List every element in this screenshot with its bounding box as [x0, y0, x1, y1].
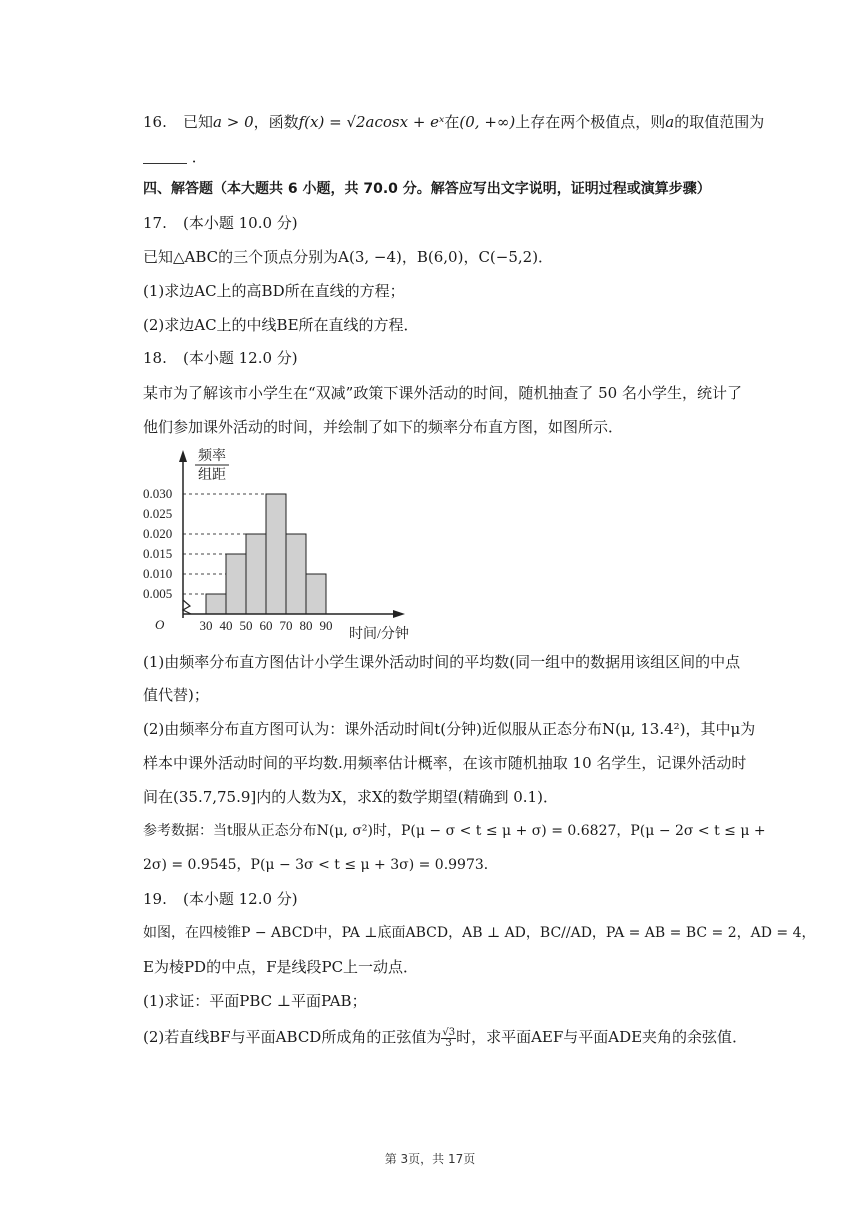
q18-part2-line1: (2)由频率分布直方图可认为：课外活动时间t(分钟)近似服从正态分布N(μ, 13.4²)，其中μ为: [143, 720, 756, 738]
q18-reference-line1: 参考数据：当t服从正态分布N(μ, σ²)时，P(μ − σ < t ≤ μ + σ) = 0.6827，P(μ − 2σ < t ≤ μ +: [143, 823, 766, 839]
y-tick-label: 0.005: [143, 586, 173, 601]
histogram-bar: [206, 594, 226, 614]
histogram-bar: [246, 534, 266, 614]
q18-line2: 他们参加课外活动的时间，并绘制了如下的频率分布直方图，如图所示．: [143, 418, 624, 436]
y-axis-arrow: [179, 450, 187, 462]
q17-line2: (1)求边AC上的高BD所在直线的方程；: [143, 282, 405, 300]
q18-part1-line1: (1)由频率分布直方图估计小学生课外活动时间的平均数(同一组中的数据用该组区间的中点: [143, 653, 741, 671]
text: 时，求平面AEF与平面ADE夹角的余弦值．: [456, 1028, 748, 1046]
q17-line3: (2)求边AC上的中线BE所在直线的方程．: [143, 316, 419, 334]
x-tick-labels: [200, 618, 333, 633]
q19-line3: (1)求证：平面PBC ⊥平面PAB；: [143, 992, 367, 1010]
q18-part1-line2: 值代替)；: [143, 686, 209, 704]
histogram-bar: [306, 574, 326, 614]
x-tick-label: 50: [239, 618, 253, 633]
q18-part2-line3: 间在(35.7,75.9]内的人数为X，求X的数学期望(精确到 0.1)．: [143, 788, 558, 806]
q17-line1: 已知△ABC的三个顶点分别为A(3, −4)，B(6,0)，C(−5,2)．: [143, 248, 554, 266]
q19-line1: 如图，在四棱锥P − ABCD中，PA ⊥底面ABCD，AB ⊥ AD，BC//AD，PA = AB = BC = 2，AD = 4，: [143, 925, 816, 941]
question-16-line1: [143, 111, 764, 133]
q19-line4: [143, 1026, 747, 1049]
q18-line1: 某市为了解该市小学生在“双减”政策下课外活动的时间，随机抽查了 50 名小学生，统计了: [143, 384, 742, 402]
histogram-bar: [226, 554, 246, 614]
y-tick-label: 0.010: [143, 566, 173, 581]
x-axis-arrow: [393, 610, 405, 618]
origin-label: O: [155, 617, 165, 632]
histogram-bar: [266, 494, 286, 614]
question-16-line2: [143, 146, 207, 168]
y-tick-labels: [143, 486, 172, 601]
question-number: 18.: [143, 349, 167, 367]
y-tick-label: 0.030: [143, 486, 173, 501]
points: (本小题 12.0 分): [183, 349, 298, 367]
x-tick-label: 80: [299, 618, 313, 633]
section-header: 四、解答题（本大题共 6 小题，共 70.0 分。解答应写出文字说明，证明过程或演算步骤）: [143, 181, 711, 197]
text: ，函数: [253, 113, 299, 131]
question-number: 19.: [143, 890, 167, 908]
q19-line2: E为棱PD的中点，F是线段PC上一动点．: [143, 958, 419, 976]
math: a: [665, 113, 675, 131]
text: (2)若直线BF与平面ABCD所成角的正弦值为: [143, 1028, 442, 1046]
x-tick-label: 70: [279, 618, 293, 633]
x-tick-label: 40: [219, 618, 233, 633]
x-tick-label: 60: [259, 618, 273, 633]
y-tick-label: 0.015: [143, 546, 173, 561]
text: 的取值范围为: [674, 113, 765, 131]
text: 在: [444, 113, 460, 131]
points: (本小题 12.0 分): [183, 890, 298, 908]
x-tick-label: 30: [199, 618, 213, 633]
math: f(x) = √2acosx + eˣ: [298, 113, 445, 131]
math: a > 0: [213, 113, 254, 131]
question-17-header: [143, 212, 298, 234]
x-tick-label: 90: [319, 618, 333, 633]
histogram-bars: [206, 494, 326, 614]
question-number: 17.: [143, 214, 167, 232]
fraction: [441, 1028, 456, 1049]
math: (0, +∞): [459, 113, 516, 131]
question-18-header: [143, 347, 298, 369]
frequency-histogram: [143, 448, 413, 648]
text: ．: [191, 148, 207, 166]
histogram-bar: [286, 534, 306, 614]
y-tick-label: 0.025: [143, 506, 173, 521]
page-footer: 第 3页，共 17页: [384, 1152, 476, 1166]
question-19-header: [143, 888, 298, 910]
fraction-numerator: √3: [442, 1026, 456, 1038]
x-axis-label: 时间/分钟: [349, 627, 409, 642]
answer-blank: [143, 149, 187, 164]
q18-reference-line2: 2σ) = 0.9545，P(μ − 3σ < t ≤ μ + 3σ) = 0.9973．: [143, 857, 498, 873]
points: (本小题 10.0 分): [183, 214, 298, 232]
text: 上存在两个极值点，则: [515, 113, 666, 131]
axis-break: [183, 600, 191, 614]
text: 已知: [183, 113, 214, 131]
y-label-bottom: 组距: [198, 468, 226, 483]
y-label-top: 频率: [198, 449, 226, 464]
y-tick-label: 0.020: [143, 526, 173, 541]
fraction-denominator: 3: [445, 1037, 452, 1049]
q18-part2-line2: 样本中课外活动时间的平均数.用频率估计概率，在该市随机抽取 10 名学生，记课外活动时: [143, 754, 747, 772]
question-number: 16.: [143, 113, 167, 131]
